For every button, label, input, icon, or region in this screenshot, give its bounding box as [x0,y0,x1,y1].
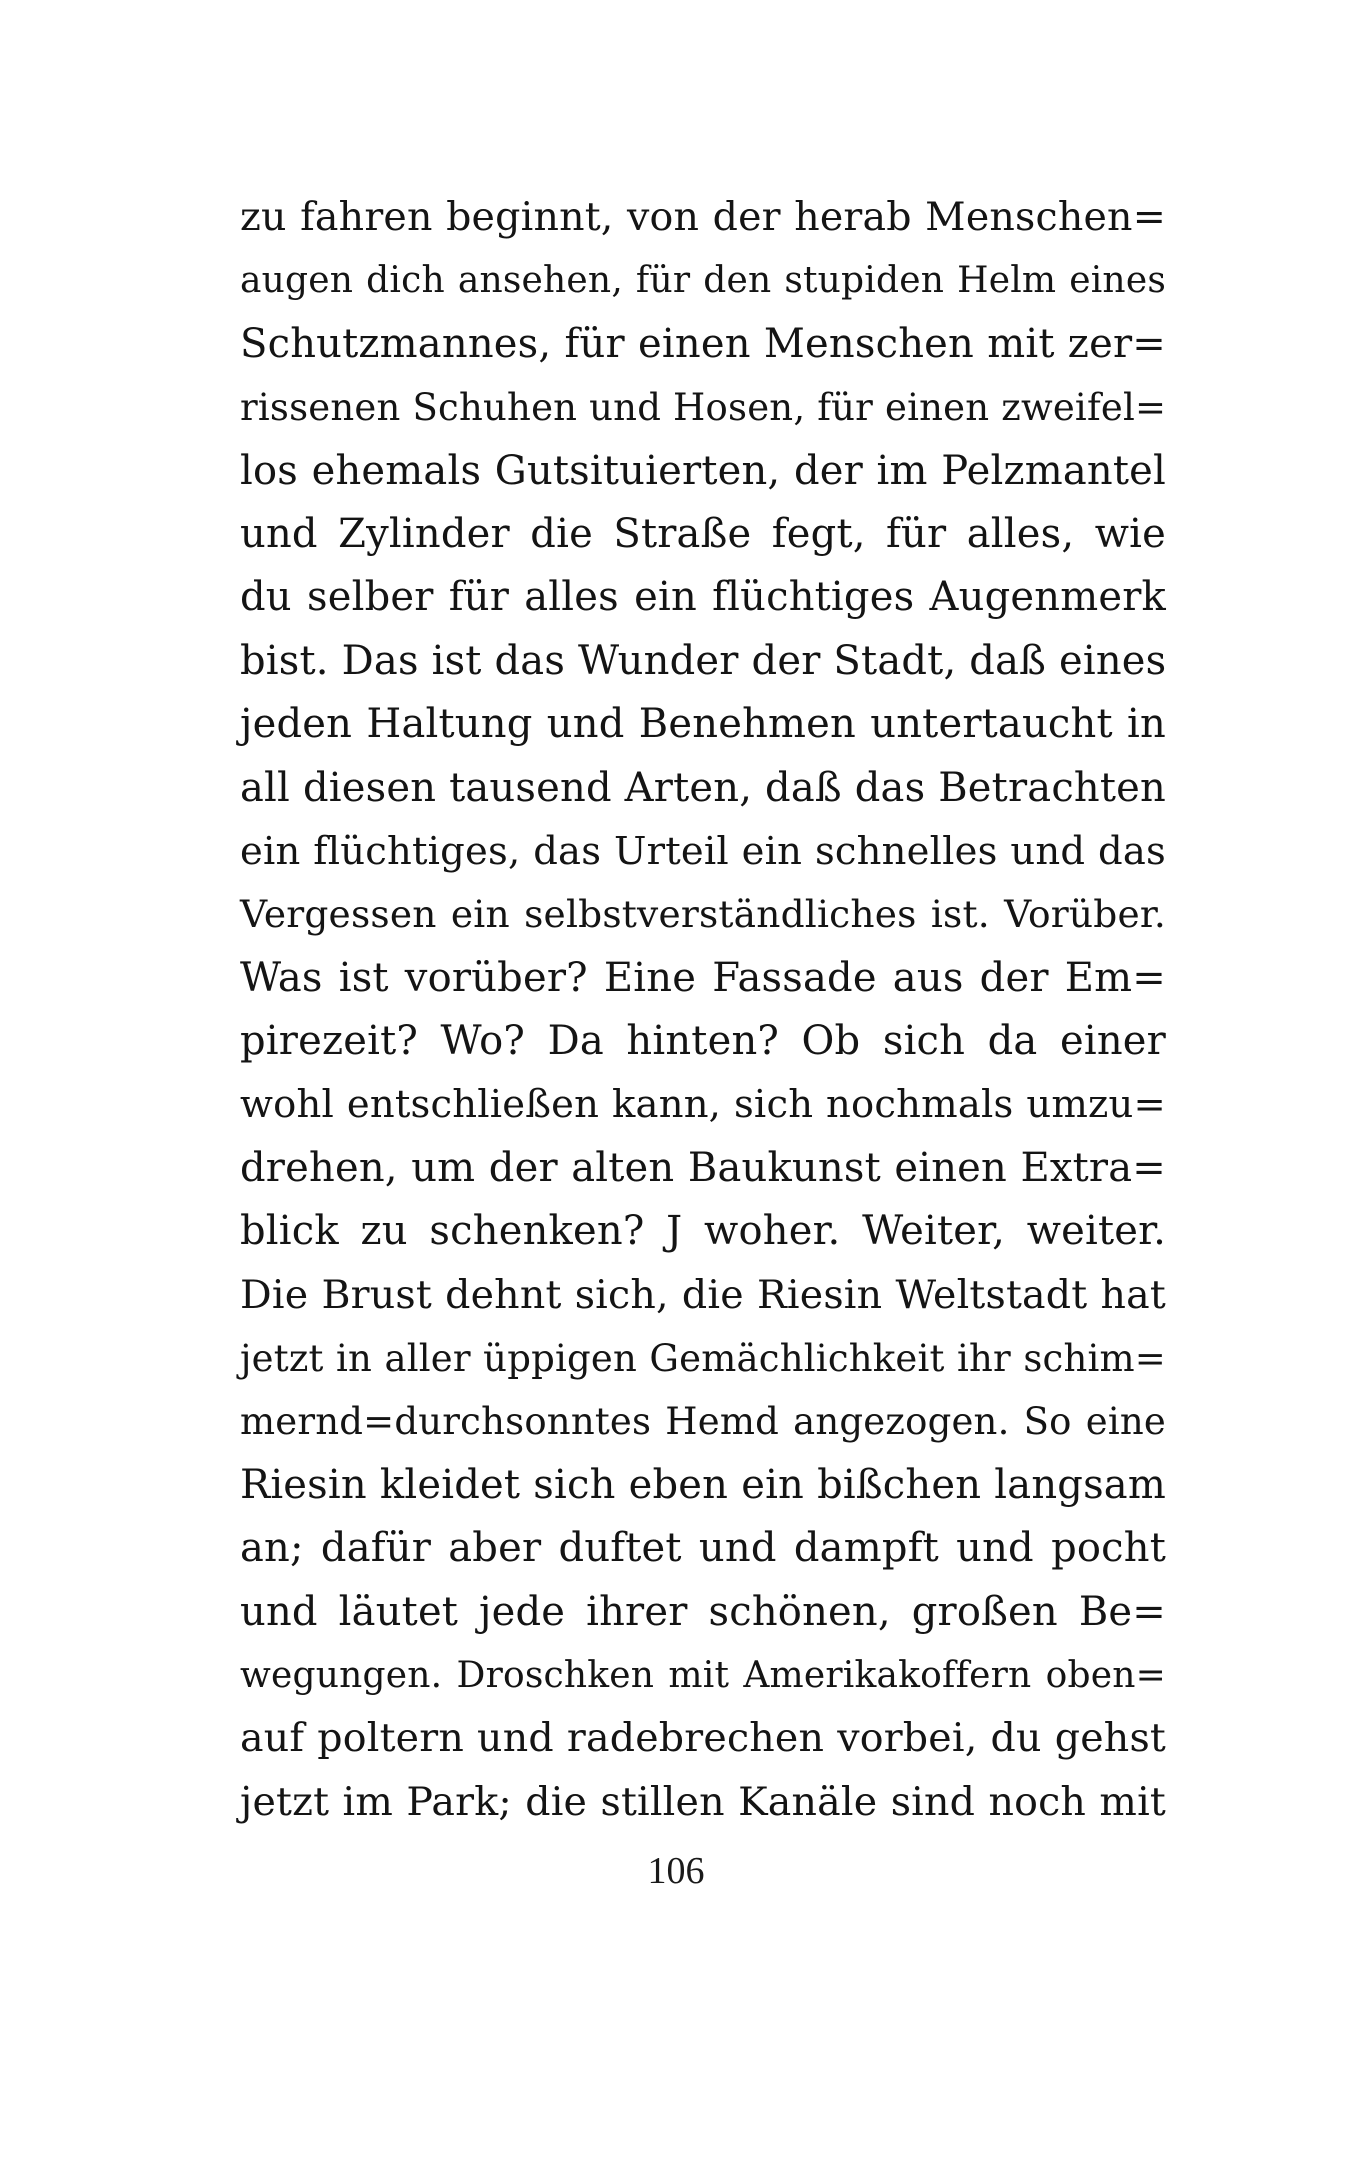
text-line: Riesin kleidet sich eben ein bißchen langsam [240,1461,1166,1508]
text-line: an; dafür aber duftet und dampft und pocht [240,1525,1166,1572]
text-line: zu fahren beginnt, von der herab Menschen= [240,194,1166,240]
text-line: los ehemals Gutsituierten, der im Pelzmantel [240,447,1166,494]
text-line: mernd=durchsonntes Hemd angezogen. So eine [240,1400,1166,1444]
text-line: wohl entschließen kann, sich nochmals umzu= [240,1082,1166,1128]
text-line: du selber für alles ein flüchtiges Augenmerk [240,574,1166,621]
text-line: pirezeit? Wo? Da hinten? Ob sich da einer [240,1018,1166,1065]
text-line: Die Brust dehnt sich, die Riesin Weltstadt hat [240,1271,1166,1318]
text-line: jetzt in aller üppigen Gemächlichkeit ihr schim= [240,1337,1166,1381]
text-line: Vergessen ein selbstverständliches ist. Vorüber. [240,892,1166,937]
text-line: jeden Haltung und Benehmen untertaucht in [240,701,1166,748]
text-line: ein flüchtiges, das Urteil ein schnelles und das [240,828,1166,874]
text-line: und Zylinder die Straße fegt, für alles, wie [240,510,1166,557]
text-line: jetzt im Park; die stillen Kanäle sind noch mit [240,1778,1166,1825]
text-line: blick zu schenken? J woher. Weiter, weiter. [240,1208,1166,1255]
page-number: 106 [647,1850,705,1892]
text-line: und läutet jede ihrer schönen, großen Be= [240,1588,1166,1635]
text-line: drehen, um der alten Baukunst einen Extra= [240,1144,1166,1191]
text-line: Schutzmannes, für einen Menschen mit zer= [240,320,1166,367]
text-line: augen dich ansehen, für den stupiden Helm eines [240,260,1166,302]
text-line: Was ist vorüber? Eine Fassade aus der Em= [240,954,1166,1001]
text-line: all diesen tausend Arten, daß das Betrachten [240,764,1166,811]
text-line: auf poltern und radebrechen vorbei, du gehst [240,1715,1166,1762]
text-line: wegungen. Droschken mit Amerikakoffern oben= [240,1654,1166,1696]
text-line: bist. Das ist das Wunder der Stadt, daß eines [240,637,1167,684]
body-text [240,186,1166,1834]
text-line: rissenen Schuhen und Hosen, für einen zweifel= [240,386,1167,430]
